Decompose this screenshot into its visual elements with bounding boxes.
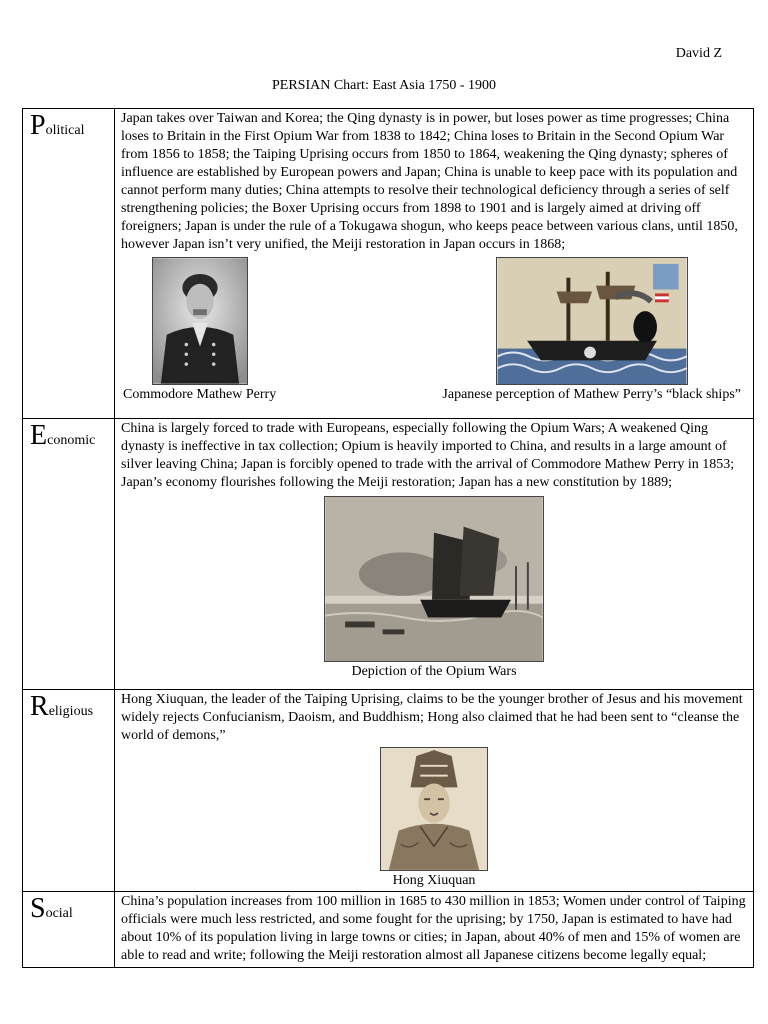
row-label-religious	[23, 690, 115, 892]
figure-opium-wars	[121, 496, 747, 680]
label-rest: ocial	[45, 906, 73, 921]
label-rest: olitical	[45, 123, 85, 138]
hong-xiuquan-caption: Hong Xiuquan	[392, 873, 476, 888]
label-initial: R	[30, 691, 49, 722]
page-title: PERSIAN Chart: East Asia 1750 - 1900	[272, 78, 496, 93]
label-initial: S	[30, 893, 46, 924]
opium-wars-caption: Depiction of the Opium Wars	[351, 664, 517, 679]
figure-black-ships	[442, 257, 741, 403]
hong-xiuquan-image	[380, 747, 488, 871]
row-content-economic	[115, 419, 754, 690]
row-religious	[23, 690, 754, 892]
perry-portrait-image	[152, 257, 248, 385]
persian-chart-table	[22, 108, 754, 968]
row-text: Japan takes over Taiwan and Korea; the Qing dynasty is in power, but loses power as time progresses; China loses to Britain in the First Opium War from 1838 to 1842; China loses to Britain in the Second Opium War from 1856 to 1858; the Taiping Uprising occurs from 1850 to 1864, weakening the Qing dynasty; spheres of influence are established by European powers and Japan; China is unable to keep pace with its population and cannot perform many duties; China attempts to resolve their technological deficiency through a series of self strengthening policies; the Boxer Uprising occurs from 1898 to 1901 and is largely aimed at driving off foreigners; Japan is under the rule of a Tokugawa shogun, who keeps peace between various clans, until 1850, however Japan isn’t very unified, the Meiji restoration in Japan occurs in 1868;	[121, 111, 738, 252]
row-text: China is largely forced to trade with Europeans, especially following the Opium Wars; A weakened Qing dynasty is ineffective in tax collection; Opium is heavily imported to China, and results in a large amount of silver leaving China; Japan is forcibly opened to trade with the arrival of Commodore Mathew Perry in 1853; Japan’s economy flourishes following the Meiji restoration; Japan has a new constitution by 1889;	[121, 421, 735, 490]
row-content-political	[115, 109, 754, 419]
label-rest: eligious	[48, 704, 94, 719]
label-rest: conomic	[47, 433, 96, 448]
label-initial: E	[30, 420, 48, 451]
row-political	[23, 109, 754, 419]
author-name: David Z	[675, 46, 722, 61]
opium-wars-image	[324, 496, 544, 662]
row-text: Hong Xiuquan, the leader of the Taiping Uprising, claims to be the younger brother of Jesus and his movement widely rejects Confucianism, Daoism, and Buddhism; Hong also claimed that he had been sent to “cleanse the world of demons,”	[121, 692, 743, 743]
row-label-economic	[23, 419, 115, 690]
label-initial: P	[30, 110, 46, 141]
row-content-religious	[115, 690, 754, 892]
row-label-political	[23, 109, 115, 419]
row-economic	[23, 419, 754, 690]
row-text: China’s population increases from 100 million in 1685 to 430 million in 1853; Women under control of Taiping officials were much less restricted, and some fought for the uprising; by 1750, Japan is estimated to have had about 10% of its population living in large towns or cities; in Japan, about 40% of men and 15% of women are able to read and write; following the Meiji restoration almost all Japanese citizens become legally equal;	[121, 894, 746, 963]
perry-portrait-caption: Commodore Mathew Perry	[123, 387, 277, 402]
black-ships-caption: Japanese perception of Mathew Perry’s “black ships”	[442, 387, 741, 402]
row-social	[23, 892, 754, 968]
row-label-social	[23, 892, 115, 968]
black-ships-image	[496, 257, 688, 385]
figure-perry-portrait	[123, 257, 276, 403]
row-content-social	[115, 892, 754, 968]
figure-hong-xiuquan	[121, 747, 747, 889]
